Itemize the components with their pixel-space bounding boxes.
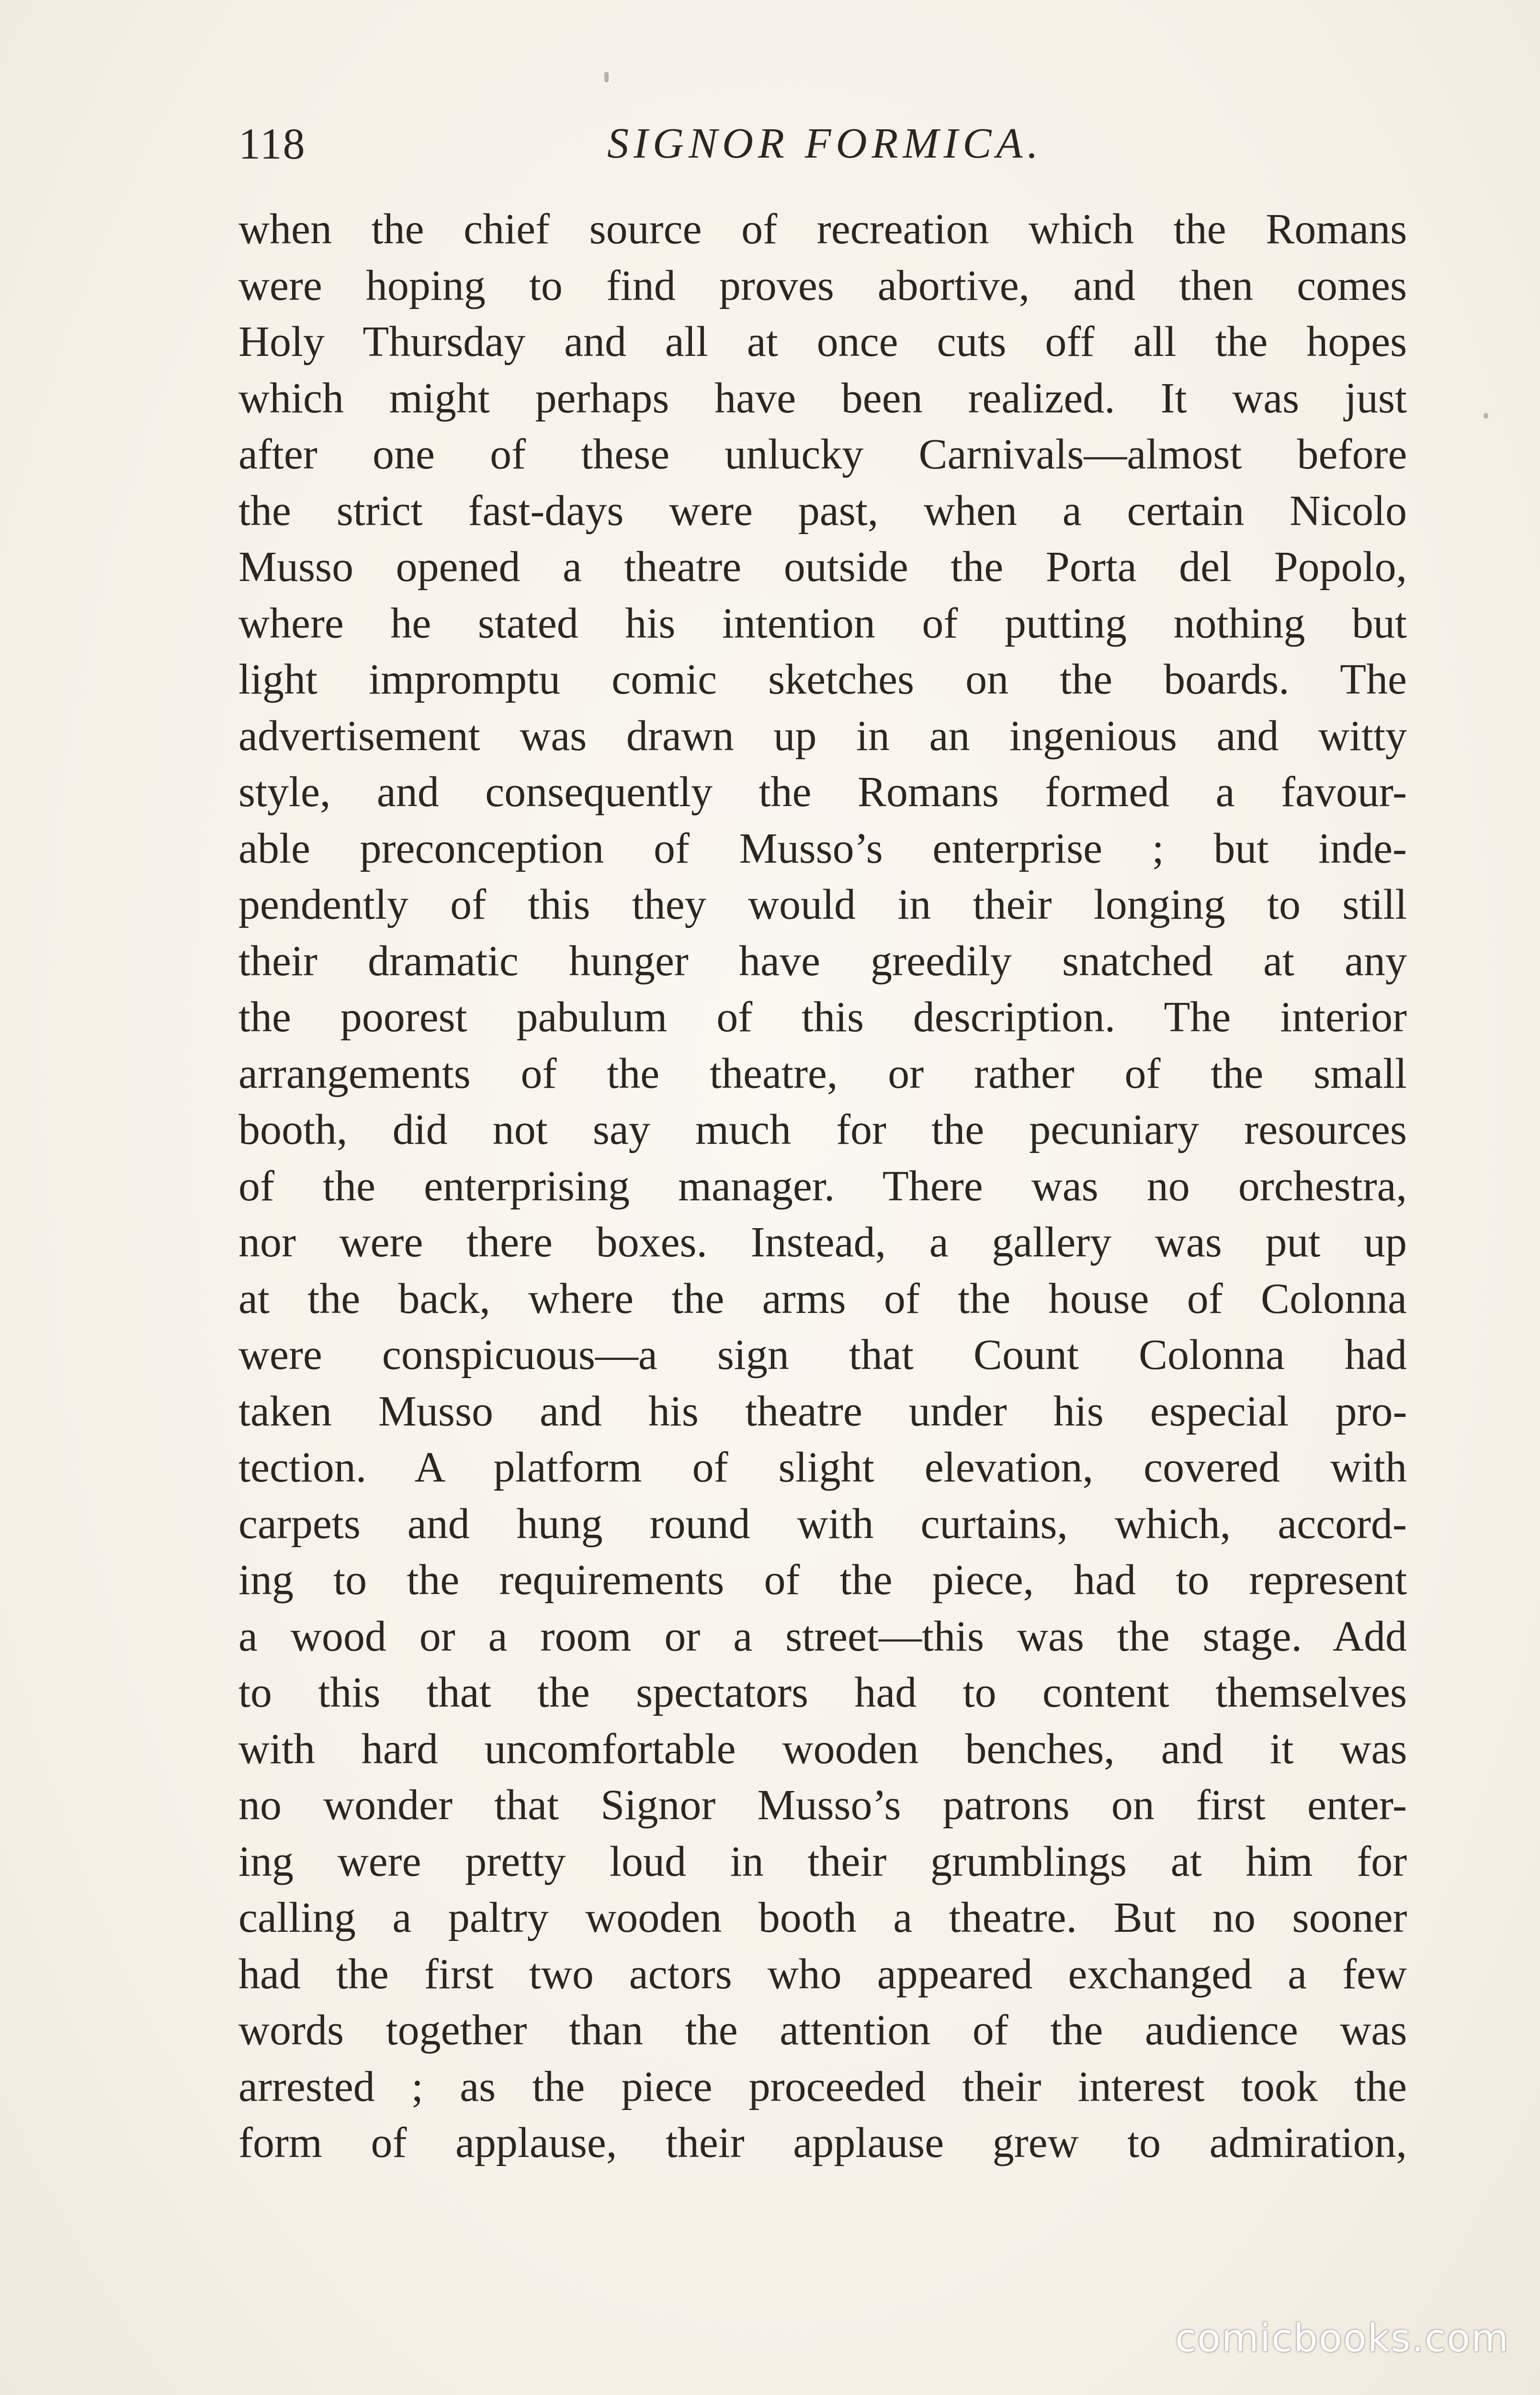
text-line: the poorest pabulum of this description. The interior <box>238 993 1407 1041</box>
text-line: arrangements of the theatre, or rather of the small <box>238 1049 1407 1097</box>
text-line: their dramatic hunger have greedily snatched at any <box>238 937 1407 985</box>
text-line: were hoping to find proves abortive, and then comes <box>238 262 1407 309</box>
text-line: to this that the spectators had to content themselves <box>238 1669 1407 1716</box>
text-line: Musso opened a theatre outside the Porta del Popolo, <box>238 543 1407 591</box>
text-line: ing were pretty loud in their grumblings at him for <box>238 1837 1407 1885</box>
page-header <box>238 115 1407 172</box>
text-line: had the first two actors who appeared exchanged a few <box>238 1950 1407 1998</box>
text-line: booth, did not say much for the pecuniary resources <box>238 1106 1407 1153</box>
text-line: style, and consequently the Romans formed a favour- <box>238 768 1407 816</box>
text-line: of the enterprising manager. There was no orchestra, <box>238 1162 1407 1210</box>
text-line: taken Musso and his theatre under his especial pro- <box>238 1387 1407 1435</box>
page-number: 118 <box>238 119 306 168</box>
text-line: calling a paltry wooden booth a theatre. But no sooner <box>238 1894 1407 1941</box>
paper-speck <box>1483 413 1488 419</box>
text-line: carpets and hung round with curtains, which, accord- <box>238 1500 1407 1548</box>
text-line: able preconception of Musso’s enterprise ; but inde- <box>238 824 1407 872</box>
body-text <box>238 201 1407 2171</box>
text-line: with hard uncomfortable wooden benches, and it was <box>238 1725 1407 1773</box>
text-line: after one of these unlucky Carnivals—almost before <box>238 431 1407 478</box>
text-line: light impromptu comic sketches on the boards. The <box>238 656 1407 703</box>
text-line: which might perhaps have been realized. It was just <box>238 374 1407 422</box>
text-line: form of applause, their applause grew to admiration, <box>238 2119 1407 2167</box>
paper-speck <box>604 72 609 82</box>
text-line: when the chief source of recreation which the Romans <box>238 205 1407 253</box>
text-line: the strict fast-days were past, when a certain Nicolo <box>238 487 1407 535</box>
text-line: advertisement was drawn up in an ingenious and witty <box>238 712 1407 760</box>
text-line: a wood or a room or a street—this was the stage. Add <box>238 1612 1407 1660</box>
running-head: SIGNOR FORMICA. <box>607 120 1043 167</box>
watermark-logo: comicbooks.com <box>1175 2316 1509 2361</box>
text-line: words together than the attention of the audience was <box>238 2007 1407 2054</box>
text-line: ing to the requirements of the piece, had to represent <box>238 1556 1407 1604</box>
text-line: tection. A platform of slight elevation, covered with <box>238 1444 1407 1491</box>
text-line: no wonder that Signor Musso’s patrons on first enter- <box>238 1781 1407 1829</box>
text-line: arrested ; as the piece proceeded their interest took the <box>238 2063 1407 2110</box>
text-line: nor were there boxes. Instead, a gallery was put up <box>238 1219 1407 1266</box>
text-line: where he stated his intention of putting nothing but <box>238 599 1407 647</box>
text-line: at the back, where the arms of the house of Colonna <box>238 1275 1407 1323</box>
text-line: Holy Thursday and all at once cuts off all the hopes <box>238 318 1407 365</box>
text-line: pendently of this they would in their longing to still <box>238 881 1407 928</box>
text-line: were conspicuous—a sign that Count Colonna had <box>238 1331 1407 1379</box>
